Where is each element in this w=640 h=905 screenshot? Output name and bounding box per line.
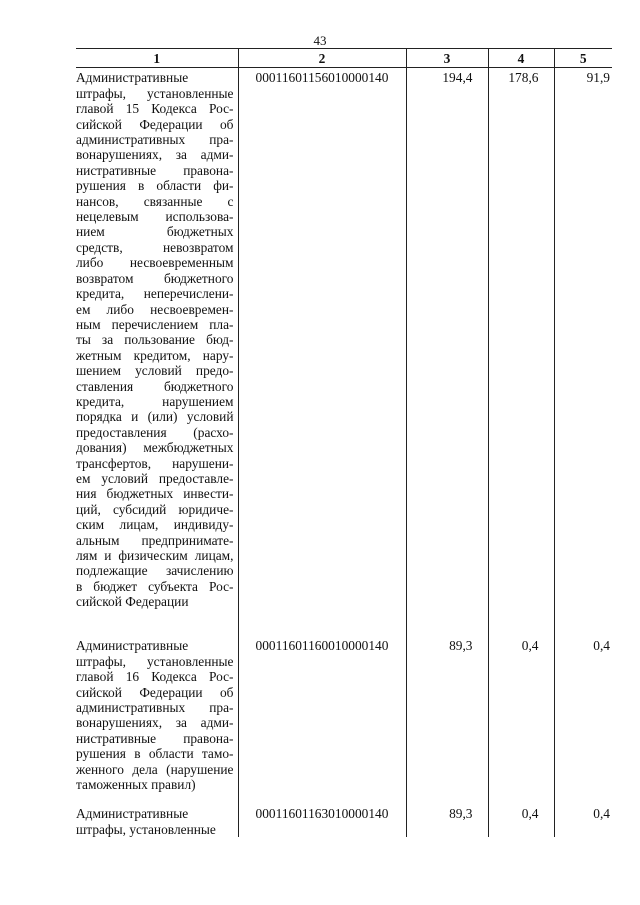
row-value-col4: 0,4 [488,635,554,803]
description-line: ставления бюджетного [76,378,234,394]
description-line: сийской Федерации [76,594,189,610]
description-line: таможенных правил) [76,777,196,793]
description-line: нистративные правона- [76,162,234,178]
row-value-col3: 89,3 [406,803,488,837]
description-line: ем либо несвоевремен- [76,301,234,317]
header-row [76,49,612,68]
description-line: ем условий предоставле- [76,470,234,486]
description-line: женного дела (нарушение [76,761,234,777]
header-col-2: 2 [238,49,406,68]
row-code: 00011601156010000140 [238,68,406,636]
header-col-3: 3 [406,49,488,68]
budget-table [76,48,612,837]
row-description [76,68,238,636]
row-value-col3: 194,4 [406,68,488,636]
row-value-col4: 178,6 [488,68,554,636]
description-line: предоставления (расхо- [76,424,234,440]
description-line: сийской Федерации об [76,116,234,132]
description-line: подлежащие зачислению [76,563,234,579]
description-line: дования) межбюджетных [76,440,234,456]
description-line: рушения в области тамо- [76,746,234,762]
description-line: Административные [76,638,189,654]
description-line: трансфертов, нарушени- [76,455,234,471]
header-col-1: 1 [76,49,238,68]
description-line: штрафы, установленные [76,653,234,669]
description-line: лям и физическим лицам, [76,548,234,563]
description-line: ния бюджетных инвести- [76,486,234,502]
row-code: 00011601160010000140 [238,635,406,803]
description-line: порядка и (или) условий [76,409,234,425]
row-value-col4: 0,4 [488,803,554,837]
description-line: главой 15 Кодекса Рос- [76,101,234,117]
description-line: сийской Федерации об [76,684,234,700]
row-code: 00011601163010000140 [238,803,406,837]
description-line: альным предпринимате- [76,532,234,548]
description-line: кредита, неперечислени- [76,286,234,302]
description-line: нецелевым использова- [76,209,234,225]
description-line: штрафы, установленные [76,85,234,101]
description-line: административных пра- [76,132,234,148]
description-line: ций, субсидий юридиче- [76,501,234,517]
page-number: 43 [313,33,327,48]
row-description [76,635,238,803]
table-row [76,68,612,636]
header-col-4: 4 [488,49,554,68]
description-line: кредита, нарушением [76,393,234,409]
table-row [76,635,612,803]
description-line: вонарушениях, за адми- [76,715,234,731]
description-line: ты за пользование бюд- [76,332,234,348]
description-line: Административные [76,70,189,86]
description-line: ным перечислением пла- [76,316,234,332]
description-line: главой 16 Кодекса Рос- [76,669,234,685]
description-line: штрафы, установленные [76,821,216,837]
description-line: либо несвоевременным [76,255,234,271]
description-line: вонарушениях, за адми- [76,147,234,163]
description-line: средств, невозвратом [76,239,234,255]
row-value-col5: 0,4 [554,803,612,837]
description-line: ским лицам, индивиду- [76,517,234,533]
row-description [76,803,238,837]
header-col-5: 5 [554,49,612,68]
description-line: возвратом бюджетного [76,270,234,286]
description-line: жетным кредитом, нару- [76,347,234,363]
description-line: административных пра- [76,700,234,716]
row-value-col5: 0,4 [554,635,612,803]
description-line: Административные [76,806,189,822]
row-value-col3: 89,3 [406,635,488,803]
description-line: нансов, связанные с [76,193,234,209]
description-line: нием бюджетных [76,224,234,240]
description-line: рушения в области фи- [76,178,234,194]
description-line: в бюджет субъекта Рос- [76,578,234,594]
table-row [76,803,612,837]
description-line: нистративные правона- [76,730,234,746]
description-line: шением условий предо- [76,363,234,379]
row-value-col5: 91,9 [554,68,612,636]
